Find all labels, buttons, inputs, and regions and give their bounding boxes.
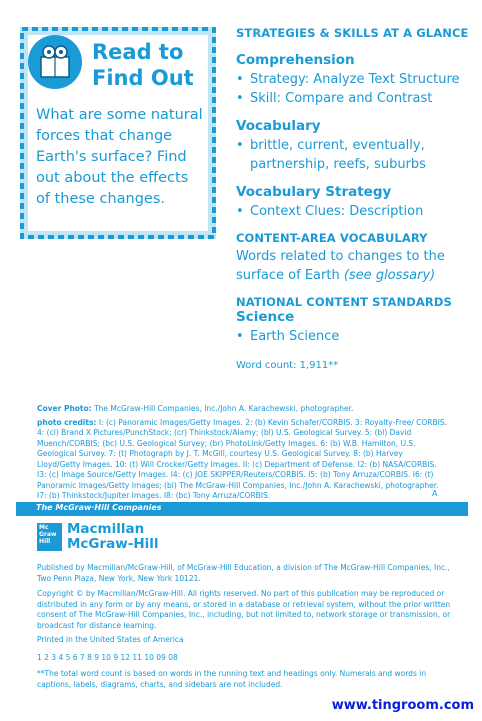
vocab-strategy-heading: Vocabulary Strategy — [236, 184, 392, 200]
comprehension-item: • Skill: Compare and Contrast — [236, 91, 433, 106]
reader-owl-icon — [28, 35, 82, 89]
vocabulary-heading: Vocabulary — [236, 118, 321, 134]
content-area-heading: CONTENT-AREA VOCABULARY — [236, 231, 428, 245]
mcgraw-hill-bar — [16, 502, 468, 516]
read-box-title: Read to Find Out — [92, 40, 194, 90]
comprehension-item: • Strategy: Analyze Text Structure — [236, 72, 460, 87]
photo-credits-label: photo credits: — [37, 417, 97, 427]
strategies-column — [236, 26, 472, 371]
publisher-name: Macmillan McGraw-Hill — [67, 521, 159, 552]
vocab-strategy-item: • Context Clues: Description — [236, 204, 424, 219]
photo-credits-text: I: (c) Panoramic Images/Getty Images. 2: (b) Kevin Schafer/CORBIS. 3: Royalty-Free/ CORBIS. 4: (cl) Brand X Pictures/PunchStock; (cr) Thinkstock/Alamy; (bl) U.S. Geological Survey. 5: (bl) David Muench/CORBIS; (bc) U.S. Geological Survey; (br) PhotoLink/Getty Images. 6: (b) W.B. Hamilton, U.S. Geological Survey. 7: (t) Photograph by J. T. McGill, courtesy U.S. Geological Survey. 8: (b) Harvey Lloyd/Getty Images. 10: (t) Will Crocker/Getty Images. II: (c) Department of Defense. I2: (b) NASA/CORBIS. I3: (c) Image Source/Getty Images. I4: (c) JOE SKIPPER/Reuters/CORBIS. I5: (b) Tony Arruza/CORBIS. I6: (t) Panoramic Images/Getty Images; (bl) The McGraw-Hill Companies, Inc./John A. Karachewski, photographer. I7: (b) Thinkstock/Jupiter Images. I8: (bc) Tony Arruza/CORBIS. — [37, 417, 447, 500]
mcgraw-hill-logo: Mc Graw Hill — [37, 523, 62, 551]
word-count: Word count: 1,911** — [236, 360, 339, 371]
photo-credits — [37, 404, 447, 502]
read-to-find-out-box — [20, 27, 216, 239]
printed-in: Printed in the United States of America — [37, 635, 184, 644]
standards-heading: NATIONAL CONTENT STANDARDS — [236, 295, 452, 309]
cover-photo-text: The McGraw-Hill Companies, Inc./John A. Karachewski, photographer. — [94, 404, 354, 413]
strategies-heading: STRATEGIES & SKILLS AT A GLANCE — [236, 26, 469, 40]
published-by: Published by Macmillan/McGraw-Hill, of McGraw-Hill Education, a division of The McGraw-Hill Companies, Inc., Two Penn Plaza, New York, New York 10121. — [37, 563, 450, 583]
glossary-reference: (see glossary) — [343, 268, 436, 283]
mcgraw-hill-bar-text: The McGraw·Hill Companies — [36, 503, 162, 512]
word-count-footnote: **The total word count is based on words in the running text and headings only. Numerals and words in captions, labels, diagrams, charts, and sidebars are not included. — [37, 669, 427, 689]
standards-subheading: Science — [236, 309, 295, 325]
cover-photo-label: Cover Photo: — [37, 404, 92, 413]
vocabulary-item: • brittle, current, eventually, partnership, reefs, suburbs — [236, 138, 426, 172]
content-area-text: Words related to changes to the surface of Earth (see glossary) — [236, 249, 445, 283]
print-numbers: 1 2 3 4 5 6 7 8 9 10 9 12 11 10 09 08 — [37, 653, 178, 662]
read-box-question: What are some natural forces that change Earth's surface? Find out about the effects of these changes. — [36, 107, 203, 207]
standards-item: • Earth Science — [236, 329, 340, 344]
watermark: www.tingroom.com — [331, 698, 474, 713]
printing-letter: A — [432, 489, 438, 498]
copyright-notice: Copyright © by Macmillan/McGraw-Hill. All rights reserved. No part of this publication may be reproduced or distributed in any form or by any means, or stored in a database or retrieval system, without the prior written consent of The McGraw-Hill Companies, Inc., including, but not limited to, network storage or transmission, or broadcast for distance learning. — [37, 589, 451, 630]
comprehension-heading: Comprehension — [236, 52, 355, 68]
